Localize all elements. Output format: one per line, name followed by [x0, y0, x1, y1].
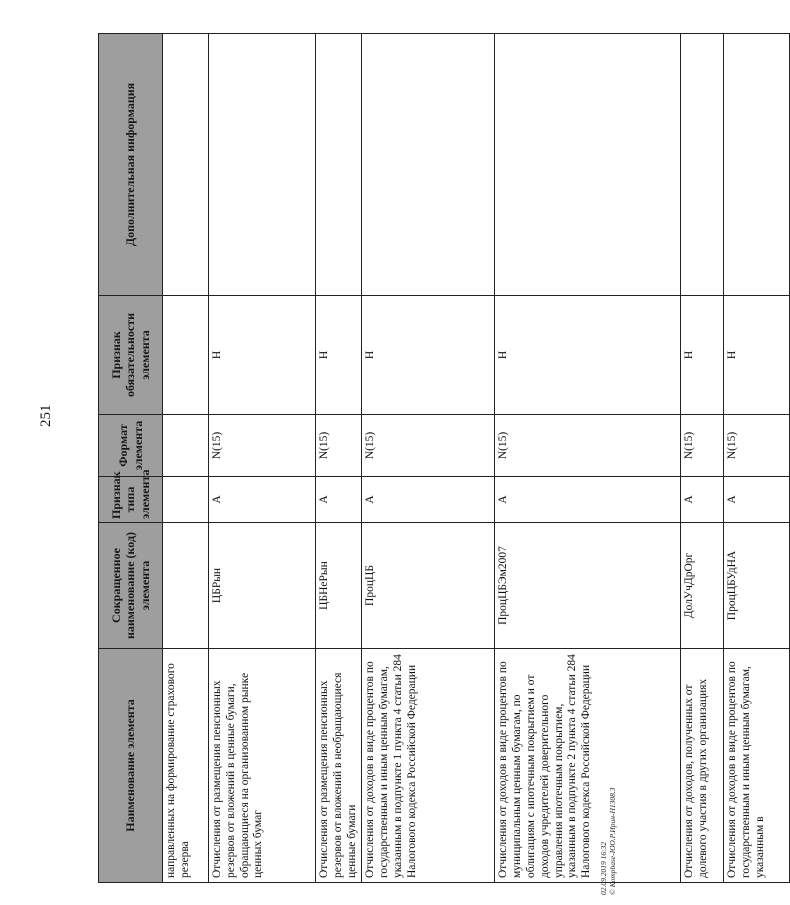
cell-element-required: Н [362, 296, 495, 415]
cell-element-format: N(15) [724, 415, 790, 477]
header-element-code: Сокращенное наименование (код) элемента [99, 523, 163, 649]
table-row [209, 34, 316, 883]
cell-element-required: Н [316, 296, 362, 415]
table-row [163, 34, 209, 883]
cell-element-format: N(15) [209, 415, 316, 477]
cell-element-name: Отчисления от размещения пенсионных резервов от вложений в необращающиеся ценные бумаги [316, 649, 362, 883]
cell-additional-info [362, 34, 495, 296]
cell-element-name: Отчисления от размещения пенсионных резервов от вложений в ценные бумаги, обращающиеся на организованном рынке ценных бумаг [209, 649, 316, 883]
header-element-type: Признак типа элемента [99, 477, 163, 523]
cell-element-name: Отчисления от доходов в виде процентов по государственным и иным ценным бумагам, указанным в [724, 649, 790, 883]
header-element-name: Наименование элемента [99, 649, 163, 883]
cell-element-required [163, 296, 209, 415]
cell-element-code: ПроцЦБЭм2007 [495, 523, 681, 649]
cell-additional-info [163, 34, 209, 296]
page-number: 251 [38, 404, 54, 427]
cell-element-code [163, 523, 209, 649]
table-header-row [99, 34, 163, 883]
cell-element-code: ДолУчДрОрг [681, 523, 724, 649]
document-sheet [98, 34, 766, 883]
cell-element-required: Н [209, 296, 316, 415]
cell-element-name: Отчисления от доходов, полученных от долевого участия в других организациях [681, 649, 724, 883]
cell-element-format: N(15) [362, 415, 495, 477]
table-row [724, 34, 790, 883]
cell-element-code: ПроцЦБУдНА [724, 523, 790, 649]
print-timestamp: 02.09.2019 16:32 [599, 841, 608, 895]
cell-element-required: Н [681, 296, 724, 415]
print-source: © Kompbase-ЮО.Р.Ирин-Н1308.3 [607, 787, 617, 895]
table-row [316, 34, 362, 883]
cell-additional-info [724, 34, 790, 296]
cell-additional-info [209, 34, 316, 296]
cell-element-type [163, 477, 209, 523]
cell-element-format: N(15) [681, 415, 724, 477]
cell-element-format [163, 415, 209, 477]
header-element-format: Формат элемента [99, 415, 163, 477]
cell-element-name: Отчисления от доходов в виде процентов по государственным и иным ценным бумагам, указанным в подпункте 1 пункта 4 статьи 284 Налогового кодекса Российской Федерации [362, 649, 495, 883]
header-element-required: Признак обязательности элемента [99, 296, 163, 415]
cell-element-type: А [316, 477, 362, 523]
cell-element-type: А [681, 477, 724, 523]
cell-element-name: Отчисления от доходов в виде процентов по муниципальным ценным бумагам, по облигациям с ипотечным покрытием и от доходов учредителей доверительного управления ипотечным покрытием, указанным в подпункте 2 пункта 4 статьи 284 Налогового кодекса Российской Федерации [495, 649, 681, 883]
print-footer [600, 787, 617, 895]
cell-element-code: ЦБРын [209, 523, 316, 649]
header-additional-info: Дополнительная информация [99, 34, 163, 296]
cell-element-type: А [724, 477, 790, 523]
cell-additional-info [681, 34, 724, 296]
cell-element-code: ЦБНеРын [316, 523, 362, 649]
cell-additional-info [316, 34, 362, 296]
cell-element-required: Н [724, 296, 790, 415]
cell-element-type: А [495, 477, 681, 523]
table-row [495, 34, 681, 883]
table-row [362, 34, 495, 883]
cell-element-code: ПроцЦБ [362, 523, 495, 649]
cell-element-format: N(15) [495, 415, 681, 477]
cell-element-required: Н [495, 296, 681, 415]
table-row [681, 34, 724, 883]
cell-element-format: N(15) [316, 415, 362, 477]
cell-element-name: направленных на формирование страхового резерва [163, 649, 209, 883]
cell-element-type: А [209, 477, 316, 523]
elements-table [98, 33, 790, 883]
cell-additional-info [495, 34, 681, 296]
cell-element-type: А [362, 477, 495, 523]
